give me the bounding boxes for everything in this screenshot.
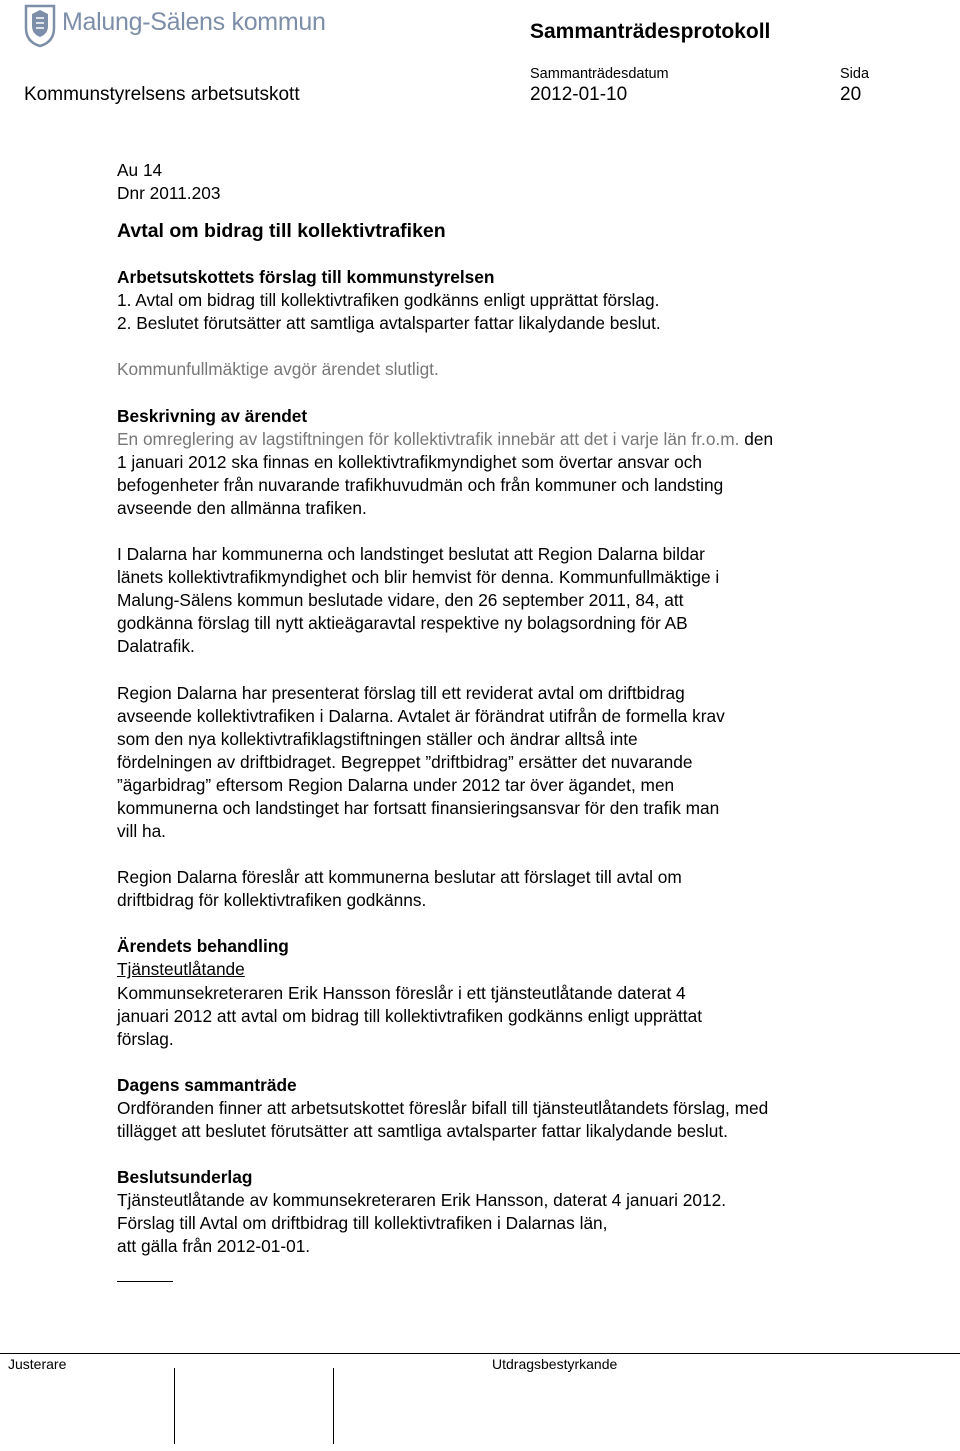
description-line: 1 januari 2012 ska finnas en kollektivtrafikmyndighet som övertar ansvar och [117, 451, 702, 472]
signature-divider [333, 1368, 334, 1444]
signature-divider [174, 1368, 175, 1444]
description-line: godkänna förslag till nytt aktieägaravtal respektive ny bolagsordning för AB [117, 613, 688, 634]
footer-divider [0, 1353, 960, 1354]
description-line: som den nya kollektivtrafiklagstiftningen ställer och ändrar alltså inte [117, 728, 638, 749]
justerare-label: Justerare [8, 1356, 67, 1372]
meeting-heading: Dagens sammanträde [117, 1074, 297, 1095]
description-line-text: den [739, 428, 774, 449]
description-line: Dalatrafik. [117, 636, 195, 657]
description-heading: Beskrivning av ärendet [117, 405, 308, 426]
end-of-section-rule [117, 1281, 173, 1282]
proposal-heading: Arbetsutskottets förslag till kommunstyrelsen [117, 267, 495, 288]
document-type: Sammanträdesprotokoll [530, 20, 771, 43]
description-line: Region Dalarna föreslår att kommunerna beslutar att förslaget till avtal om [117, 867, 682, 888]
description-line: avseende kollektivtrafiken i Dalarna. Avtalet är förändrat utifrån de formella krav [117, 705, 725, 726]
page-number: 20 [840, 84, 862, 105]
description-line: fördelningen av driftbidraget. Begreppet ”driftbidrag” ersätter det nuvarande [117, 751, 693, 772]
proposal-item: 2. Beslutet förutsätter att samtliga avtalsparter fattar likalydande beslut. [117, 313, 661, 334]
handling-subheading: Tjänsteutlåtande [117, 959, 245, 980]
case-title: Avtal om bidrag till kollektivtrafiken [117, 220, 446, 243]
basis-line: Förslag till Avtal om driftbidrag till kollektivtrafiken i Dalarnas län, [117, 1213, 608, 1234]
diary-number: Dnr 2011.203 [117, 183, 221, 204]
handling-line: januari 2012 att avtal om bidrag till kollektivtrafiken godkänns enligt upprättat [117, 1005, 703, 1026]
meeting-date-label: Sammanträdesdatum [530, 66, 669, 82]
municipal-crest-icon [24, 4, 56, 48]
description-line: kommunerna och landstinget har fortsatt finansieringsansvar för den trafik man [117, 797, 720, 818]
description-line: vill ha. [117, 821, 166, 842]
description-line: I Dalarna har kommunerna och landstinget beslutat att Region Dalarna bildar [117, 544, 705, 565]
meeting-line: Ordföranden finner att arbetsutskottet föreslår bifall till tjänsteutlåtandets förslag, med [117, 1097, 769, 1118]
description-line: Malung-Sälens kommun beslutade vidare, den 26 september 2011, 84, att [117, 590, 684, 611]
handling-line: Kommunsekreteraren Erik Hansson föreslår i ett tjänsteutlåtande daterat 4 [117, 982, 686, 1003]
description-line [117, 428, 877, 451]
final-decision-note: Kommunfullmäktige avgör ärendet slutligt. [117, 359, 439, 380]
committee-name: Kommunstyrelsens arbetsutskott [24, 84, 300, 105]
handling-line: förslag. [117, 1028, 174, 1049]
description-line: avseende den allmänna trafiken. [117, 497, 367, 518]
handling-heading: Ärendets behandling [117, 936, 289, 957]
basis-heading: Beslutsunderlag [117, 1167, 253, 1188]
description-line: driftbidrag för kollektivtrafiken godkänns. [117, 890, 427, 911]
description-line: länets kollektivtrafikmyndighet och blir hemvist för denna. Kommunfullmäktige i [117, 567, 720, 588]
meeting-date: 2012-01-10 [530, 84, 628, 105]
paragraph-reference: Au 14 [117, 160, 163, 180]
description-line: ”ägarbidrag” eftersom Region Dalarna under 2012 tar över ägandet, men [117, 774, 675, 795]
basis-line: att gälla från 2012-01-01. [117, 1236, 311, 1257]
logo-text: Malung-Sälens kommun [62, 8, 326, 36]
meeting-line: tillägget att beslutet förutsätter att samtliga avtalsparter fattar likalydande beslut. [117, 1121, 728, 1141]
proposal-item: 1. Avtal om bidrag till kollektivtrafiken godkänns enligt upprättat förslag. [117, 290, 660, 311]
basis-line: Tjänsteutlåtande av kommunsekreteraren Erik Hansson, daterat 4 januari 2012. [117, 1190, 727, 1211]
description-line: Region Dalarna har presenterat förslag till ett reviderat avtal om driftbidrag [117, 682, 685, 703]
utdragsbestyrkande-label: Utdragsbestyrkande [492, 1356, 618, 1372]
description-line-text: En omreglering av lagstiftningen för kollektivtrafik innebär att det i varje län fr.o.m. [117, 428, 740, 449]
description-line: befogenheter från nuvarande trafikhuvudmän och från kommuner och landsting [117, 474, 724, 495]
document-body [117, 159, 877, 1282]
page-label: Sida [840, 66, 870, 82]
